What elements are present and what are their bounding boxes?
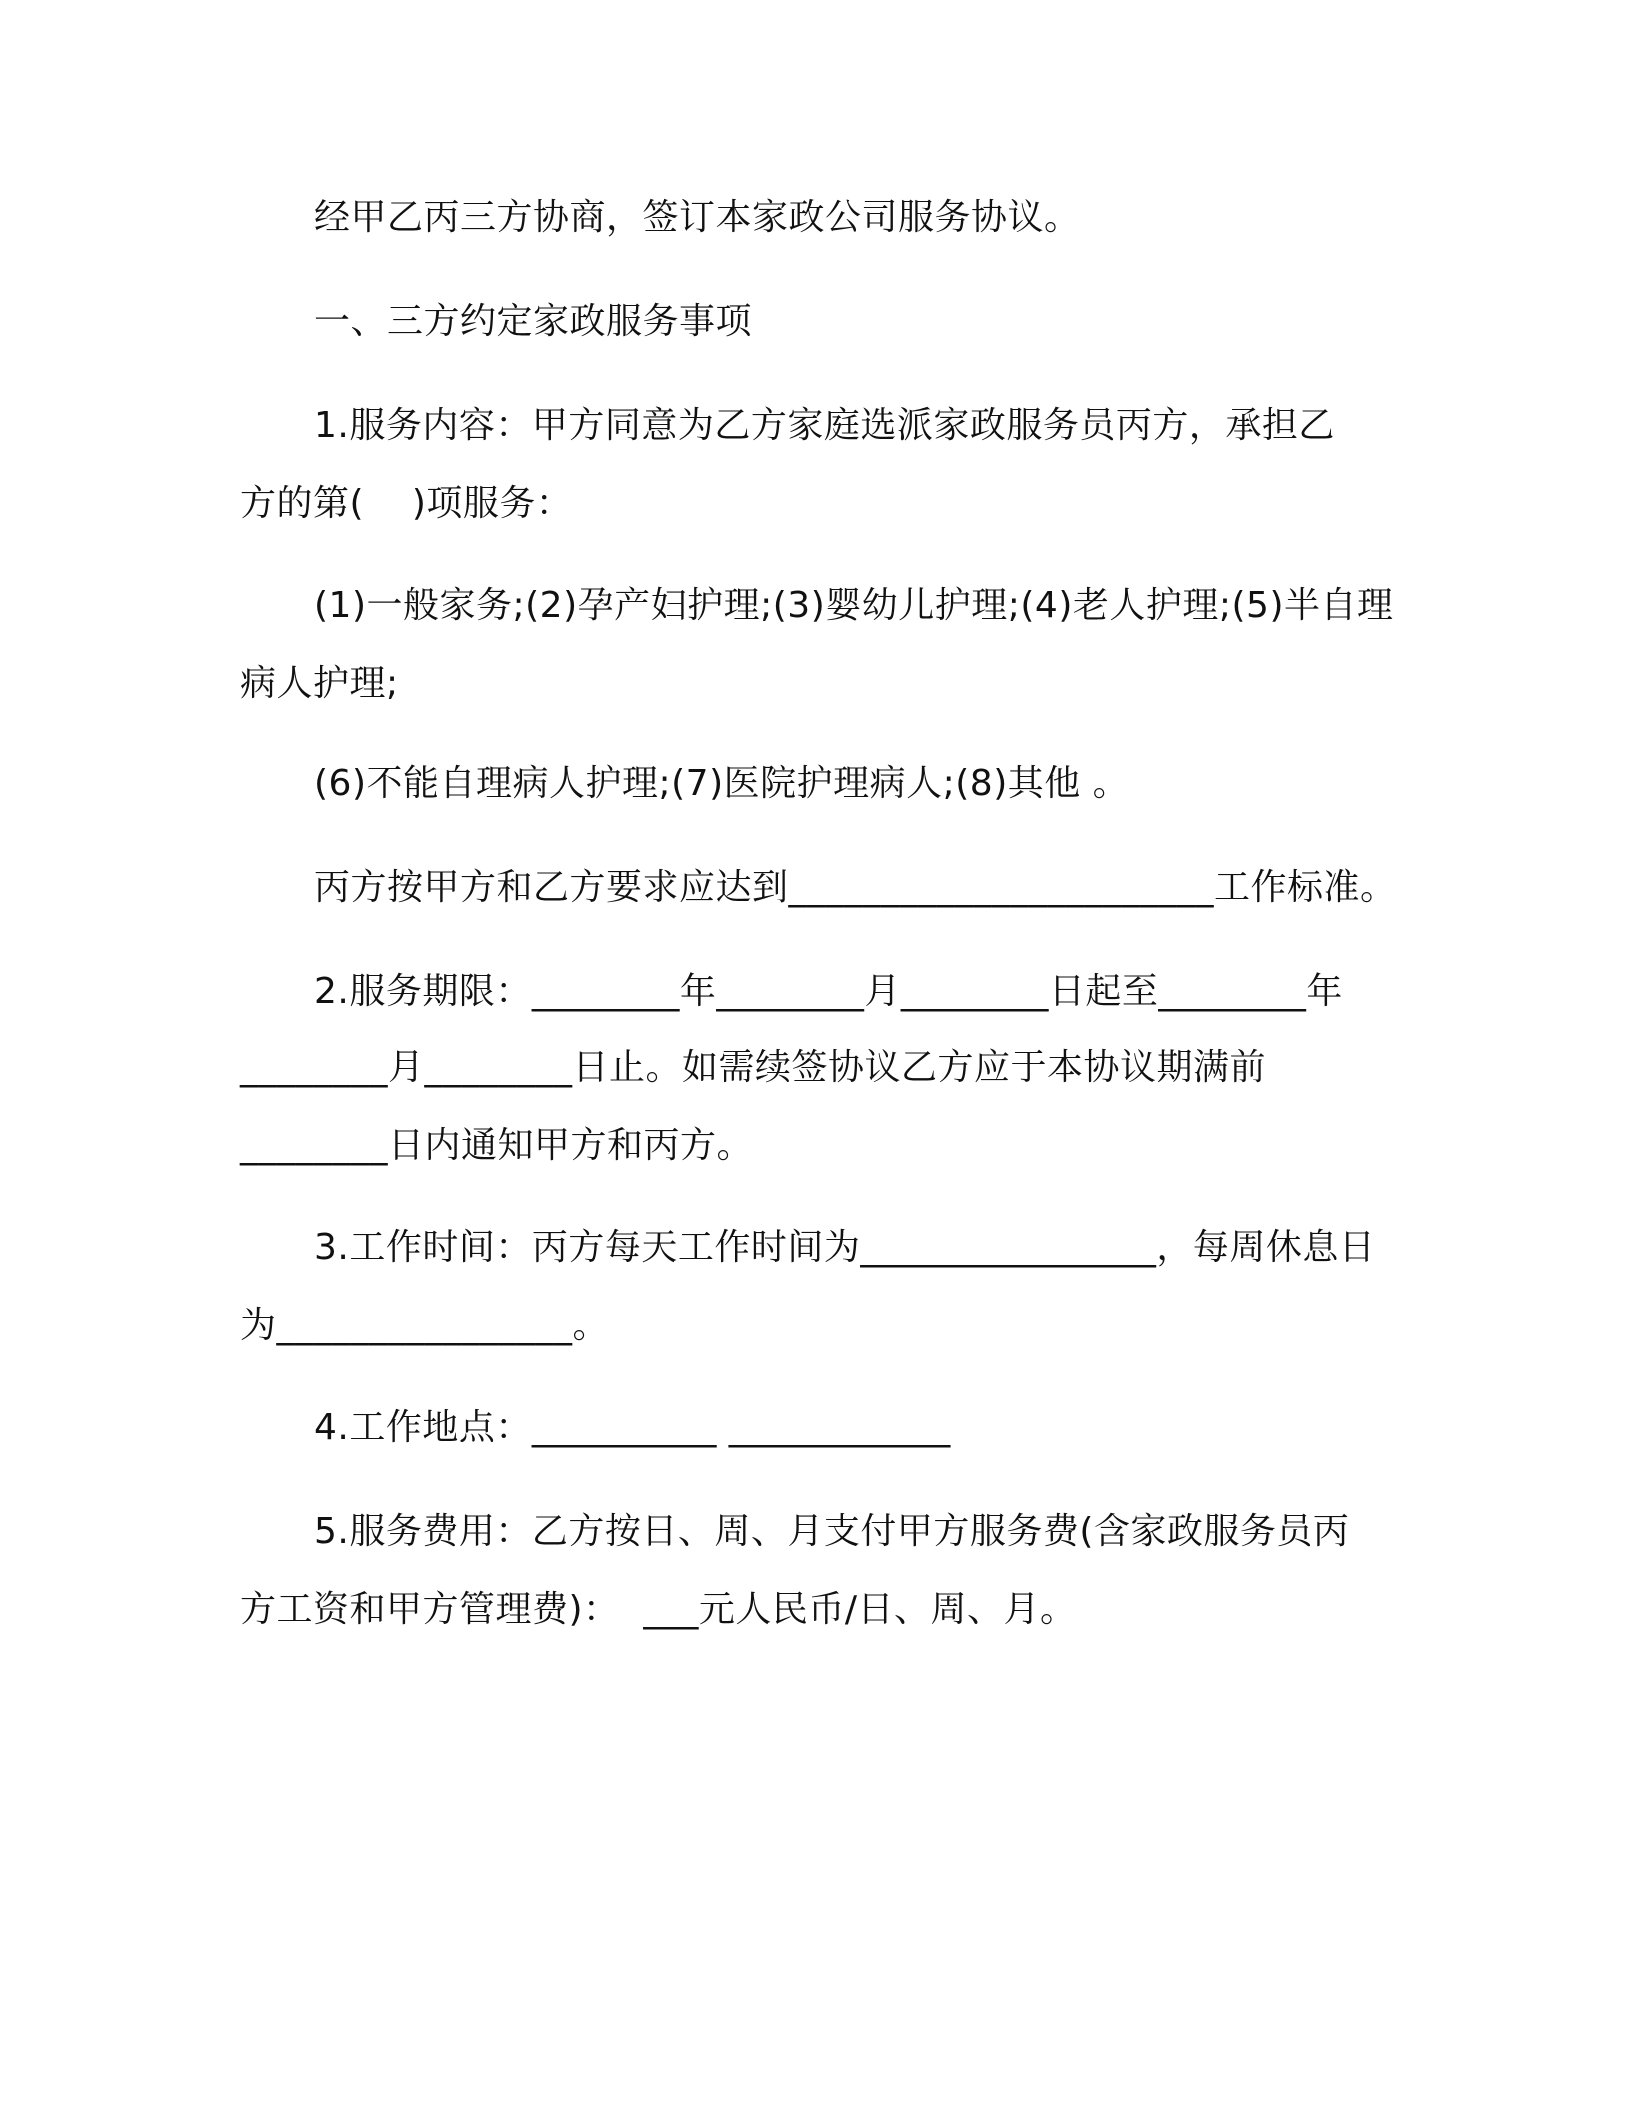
clause-1-line-1: 1.服务内容：甲方同意为乙方家庭选派家政服务员丙方，承担乙: [314, 405, 1335, 446]
section-heading: 一、三方约定家政服务事项: [314, 301, 753, 342]
intro-paragraph: 经甲乙丙三方协商，签订本家政公司服务协议。: [314, 197, 1081, 238]
clause-1-line-2: 方的第( )项服务：: [240, 483, 573, 524]
clause-4-line: 4.工作地点：__________ ____________: [314, 1407, 951, 1448]
service-options-line-2: 病人护理;: [240, 663, 399, 704]
clause-2-line-2: ________月________日止。如需续签协议乙方应于本协议期满前: [240, 1047, 1267, 1088]
clause-3-line-2: 为________________。: [240, 1305, 609, 1346]
clause-5-line-1: 5.服务费用：乙方按日、周、月支付甲方服务费(含家政服务员丙: [314, 1511, 1350, 1552]
work-standard-line: 丙方按甲方和乙方要求应达到_______________________工作标准。: [314, 867, 1397, 908]
service-options-line-1: (1)一般家务;(2)孕产妇护理;(3)婴幼儿护理;(4)老人护理;(5)半自理: [314, 585, 1394, 626]
service-options-line-3: (6)不能自理病人护理;(7)医院护理病人;(8)其他 。: [314, 763, 1130, 804]
clause-2-line-1: 2.服务期限：________年________月________日起至________年: [314, 971, 1343, 1012]
clause-2-line-3: ________日内通知甲方和丙方。: [240, 1125, 754, 1166]
clause-5-line-2: 方工资和甲方管理费)： ___元人民币/日、周、月。: [240, 1589, 1077, 1630]
clause-3-line-1: 3.工作时间：丙方每天工作时间为________________，每周休息日: [314, 1227, 1376, 1268]
